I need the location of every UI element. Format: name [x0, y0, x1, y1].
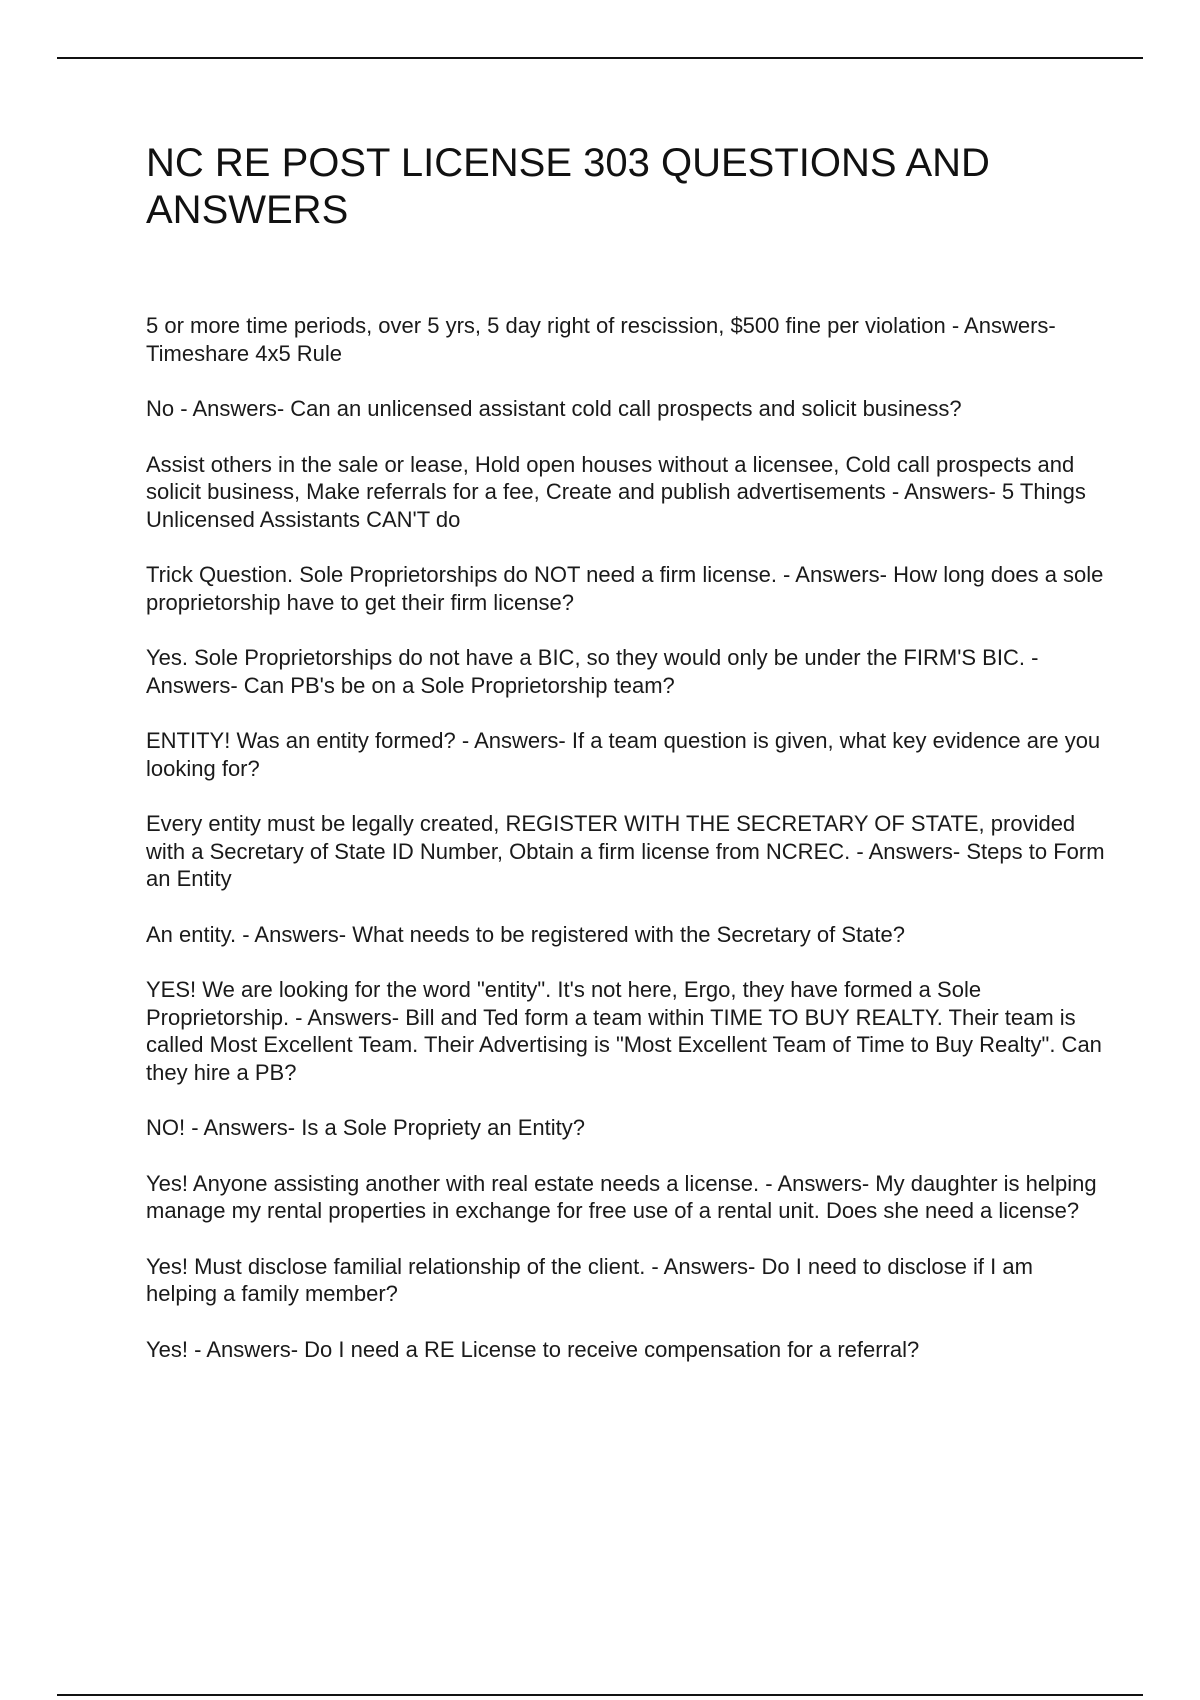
qa-entry: Trick Question. Sole Proprietorships do NOT need a firm license. - Answers- How long does a sole proprietorship have to get their firm license?: [146, 562, 1104, 615]
qa-entry: Every entity must be legally created, REGISTER WITH THE SECRETARY OF STATE, provided with a Secretary of State ID Number, Obtain a firm license from NCREC. - Answers- Steps to Form an Entity: [146, 811, 1105, 891]
document-body: [146, 140, 1106, 1391]
qa-entry: YES! We are looking for the word "entity". It's not here, Ergo, they have formed a Sole Proprietorship. - Answers- Bill and Ted form a team within TIME TO BUY REALTY. Their team is called Most Excellent Team. Their Advertising is "Most Excellent Team of Time to Buy Realty". Can they hire a PB?: [146, 977, 1102, 1085]
document-title: NC RE POST LICENSE 303 QUESTIONS AND ANSWERS: [146, 141, 990, 232]
qa-entry: 5 or more time periods, over 5 yrs, 5 day right of rescission, $500 fine per violation - Answers- Timeshare 4x5 Rule: [146, 313, 1056, 366]
qa-entry: Yes! Anyone assisting another with real estate needs a license. - Answers- My daughter is helping manage my rental properties in exchange for free use of a rental unit. Does she need a license?: [146, 1170, 1097, 1223]
qa-entry: No - Answers- Can an unlicensed assistant cold call prospects and solicit business?: [146, 396, 962, 421]
qa-entry: Yes. Sole Proprietorships do not have a BIC, so they would only be under the FIRM'S BIC. - Answers- Can PB's be on a Sole Proprietorship team?: [146, 645, 1039, 698]
qa-entry: ENTITY! Was an entity formed? - Answers- If a team question is given, what key evidence are you looking for?: [146, 728, 1101, 781]
qa-entry: Yes! Must disclose familial relationship of the client. - Answers- Do I need to disclose if I am helping a family member?: [146, 1253, 1033, 1306]
qa-entry: NO! - Answers- Is a Sole Propriety an Entity?: [146, 1115, 585, 1140]
qa-entry: Yes! - Answers- Do I need a RE License to receive compensation for a referral?: [146, 1336, 920, 1362]
bottom-rule: [57, 1694, 1143, 1696]
qa-entry: An entity. - Answers- What needs to be registered with the Secretary of State?: [146, 921, 905, 947]
qa-list: [146, 312, 1106, 1363]
top-rule: [57, 57, 1143, 59]
qa-entry: Assist others in the sale or lease, Hold open houses without a licensee, Cold call prospects and solicit business, Make referrals for a fee, Create and publish advertisements - Answers- 5 Things Unlicensed Assistants CAN'T do: [146, 451, 1086, 532]
